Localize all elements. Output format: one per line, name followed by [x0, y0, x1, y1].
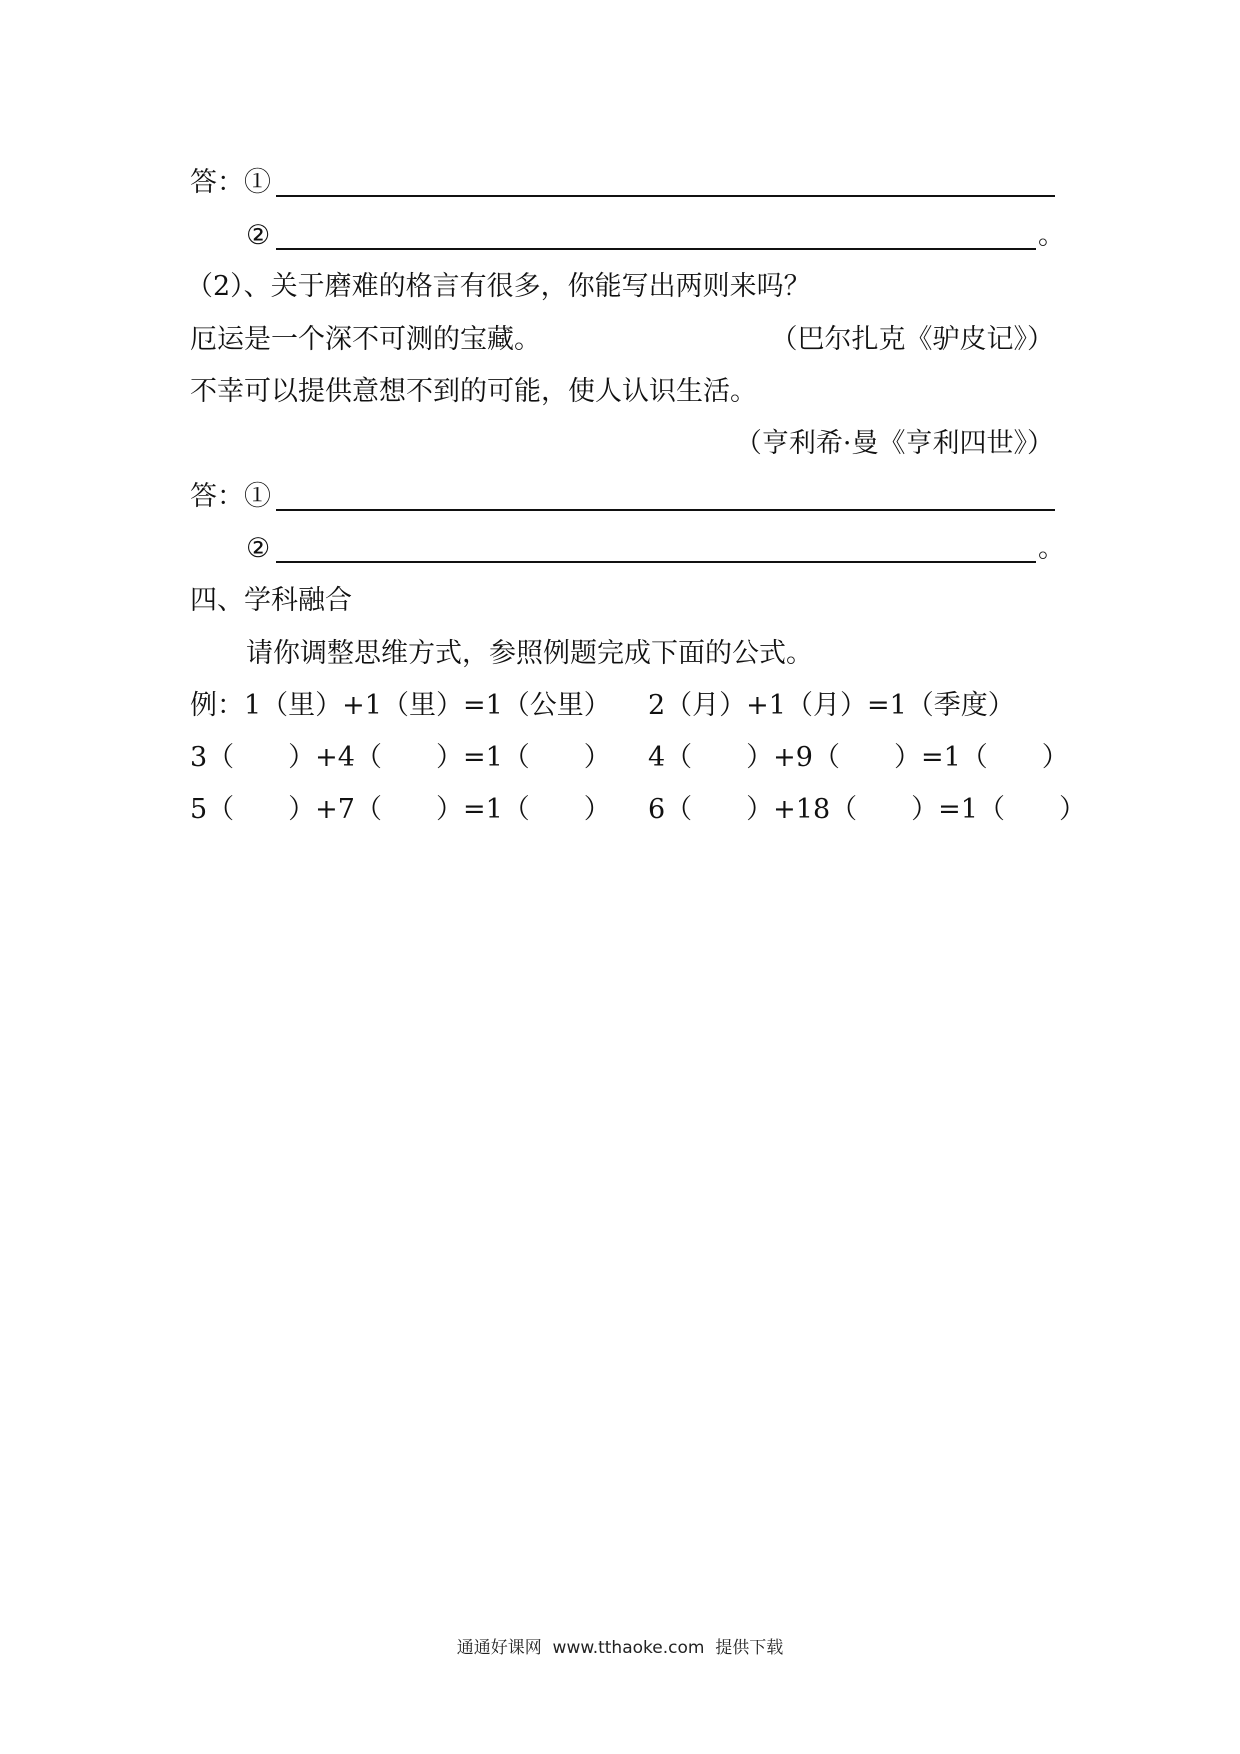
q2-answer-2[interactable]	[246, 532, 270, 566]
q1-answer-2-underline[interactable]	[276, 248, 1036, 250]
circled-number-2: ②	[246, 533, 271, 564]
quote-1-source: （巴尔扎克《驴皮记》）	[770, 324, 1054, 355]
q1-answer-2-period: 。	[1038, 220, 1065, 251]
circled-number-2: ②	[246, 220, 271, 251]
formula-row-1-right: 4（ ）+9（ ）=1（ ）	[648, 742, 1069, 773]
q2-prompt: （2）、关于磨难的格言有很多，你能写出两则来吗？	[186, 271, 811, 302]
q2-answer-1[interactable]	[190, 480, 271, 514]
formula-row-2-left: 5（ ）+7（ ）=1（ ）	[190, 794, 611, 825]
q2-answer-2-underline[interactable]	[276, 561, 1036, 563]
q1-answer-2[interactable]	[246, 219, 270, 253]
example-right: 2（月）+1（月）=1（季度）	[648, 690, 1015, 721]
q2-answer-1-underline[interactable]	[276, 509, 1055, 511]
answer-prefix: 答：	[190, 481, 244, 512]
formula-row-1-left: 3（ ）+4（ ）=1（ ）	[190, 742, 611, 773]
section-heading: 四、学科融合	[190, 585, 352, 616]
circled-number-1: ①	[244, 481, 271, 512]
example-left: 例：1（里）+1（里）=1（公里）	[190, 690, 611, 721]
quote-2-source: （亨利希·曼《亨利四世》）	[734, 428, 1054, 459]
quote-1-text: 厄运是一个深不可测的宝藏。	[190, 324, 541, 355]
page-footer: 通通好课网 www.tthaoke.com 提供下载	[456, 1638, 784, 1658]
answer-prefix: 答：	[190, 167, 244, 198]
circled-number-1: ①	[244, 167, 271, 198]
q1-answer-1[interactable]	[190, 166, 271, 200]
q2-answer-2-period: 。	[1038, 533, 1065, 564]
q1-answer-1-underline[interactable]	[276, 195, 1055, 197]
quote-2-text: 不幸可以提供意想不到的可能，使人认识生活。	[190, 376, 757, 407]
formula-row-2-right: 6（ ）+18（ ）=1（ ）	[648, 794, 1086, 825]
section-instruction: 请你调整思维方式，参照例题完成下面的公式。	[246, 638, 813, 669]
